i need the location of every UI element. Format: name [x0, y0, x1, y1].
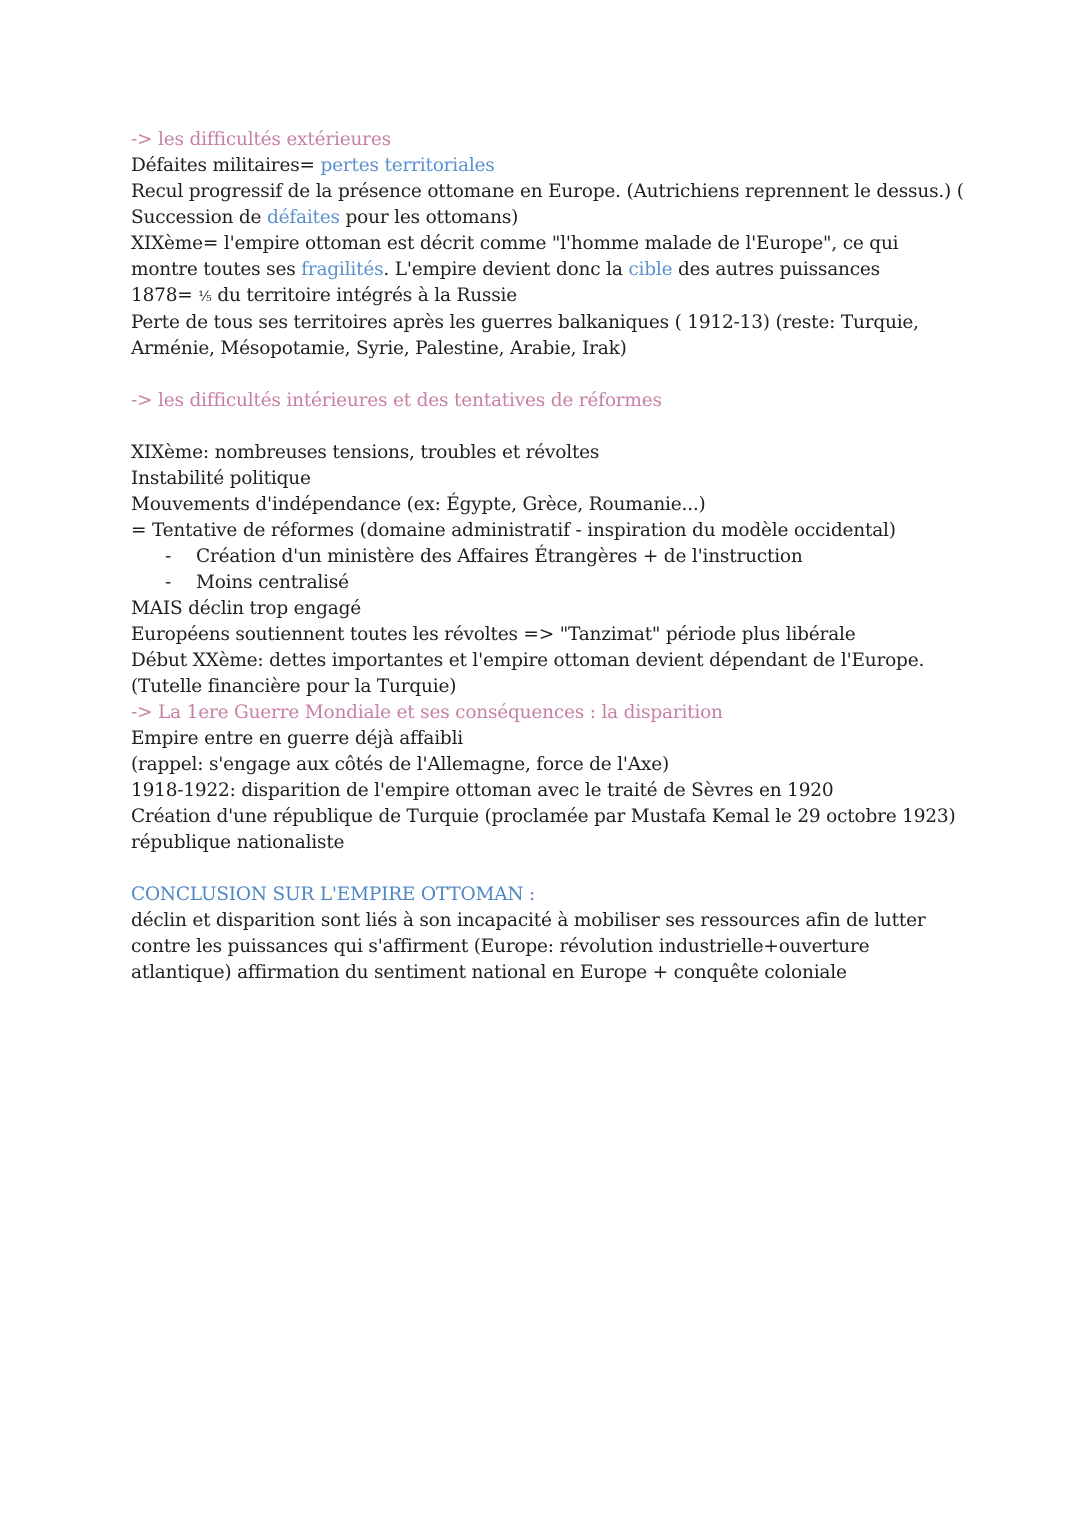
keyword-highlight: défaites — [266, 207, 340, 228]
text-line: (Tutelle financière pour la Turquie) — [131, 676, 457, 697]
fraction: ⅕ — [198, 289, 212, 305]
text-line: XIXème= l'empire ottoman est décrit comme "l'homme malade de l'Europe", ce qui — [131, 233, 899, 254]
text-line: Européens soutiennent toutes les révoltes => "Tanzimat" période plus libérale — [131, 624, 856, 645]
bullet-item — [131, 544, 1031, 570]
keyword-highlight: fragilités — [301, 259, 384, 280]
text-line: contre les puissances qui s'affirment (Europe: révolution industrielle+ouverture — [131, 936, 870, 957]
keyword-highlight: pertes territoriales — [320, 155, 495, 176]
text-line: Mouvements d'indépendance (ex: Égypte, Grèce, Roumanie...) — [131, 494, 706, 515]
bullet-dash: - — [165, 546, 172, 567]
bullet-item — [131, 570, 1031, 596]
text-line — [131, 283, 1031, 310]
text-line: Perte de tous ses territoires après les guerres balkaniques ( 1912-13) (reste: Turquie, — [131, 312, 919, 333]
text-line: Arménie, Mésopotamie, Syrie, Palestine, Arabie, Irak) — [131, 338, 627, 359]
text-line: Création d'une république de Turquie (proclamée par Mustafa Kemal le 29 octobre 1923) — [131, 806, 956, 827]
text-span: du territoire intégrés à la Russie — [211, 285, 517, 306]
text-span: Défaites militaires= — [131, 155, 321, 176]
spacer — [131, 414, 1031, 440]
text-line: MAIS déclin trop engagé — [131, 598, 362, 619]
text-span: montre toutes ses — [131, 259, 302, 280]
document-page — [131, 127, 1031, 986]
text-span: Succession de — [131, 207, 267, 228]
text-line — [131, 205, 1031, 231]
text-span: pour les ottomans) — [339, 207, 519, 228]
text-line: Empire entre en guerre déjà affaibli — [131, 728, 463, 749]
bullet-dash: - — [165, 572, 172, 593]
section-heading-world-war: -> La 1ere Guerre Mondiale et ses conséquences : la disparition — [131, 702, 723, 723]
text-line — [131, 257, 1031, 283]
text-line: Instabilité politique — [131, 468, 311, 489]
bullet-text: Moins centralisé — [196, 572, 349, 593]
keyword-highlight: cible — [628, 259, 673, 280]
conclusion-heading: CONCLUSION SUR L'EMPIRE OTTOMAN : — [131, 884, 536, 905]
spacer — [131, 362, 1031, 388]
section-heading-internal-difficulties: -> les difficultés intérieures et des tentatives de réformes — [131, 390, 662, 411]
text-line: atlantique) affirmation du sentiment national en Europe + conquête coloniale — [131, 962, 847, 983]
text-line: XIXème: nombreuses tensions, troubles et révoltes — [131, 442, 600, 463]
text-line: Début XXème: dettes importantes et l'empire ottoman devient dépendant de l'Europe. — [131, 650, 925, 671]
text-line: = Tentative de réformes (domaine administratif - inspiration du modèle occidental) — [131, 520, 896, 541]
text-span: . L'empire devient donc la — [383, 259, 629, 280]
text-line: (rappel: s'engage aux côtés de l'Allemagne, force de l'Axe) — [131, 754, 669, 775]
text-line: déclin et disparition sont liés à son incapacité à mobiliser ses ressources afin de lutter — [131, 910, 926, 931]
section-heading-external-difficulties: -> les difficultés extérieures — [131, 129, 391, 150]
spacer — [131, 856, 1031, 882]
text-line: république nationaliste — [131, 832, 345, 853]
text-line — [131, 153, 1031, 179]
bullet-text: Création d'un ministère des Affaires Étrangères + de l'instruction — [196, 546, 803, 567]
text-span: des autres puissances — [672, 259, 880, 280]
text-line: 1918-1922: disparition de l'empire ottoman avec le traité de Sèvres en 1920 — [131, 780, 834, 801]
text-span: 1878= — [131, 285, 199, 306]
text-line: Recul progressif de la présence ottomane en Europe. (Autrichiens reprennent le dessus.) ( — [131, 181, 964, 202]
